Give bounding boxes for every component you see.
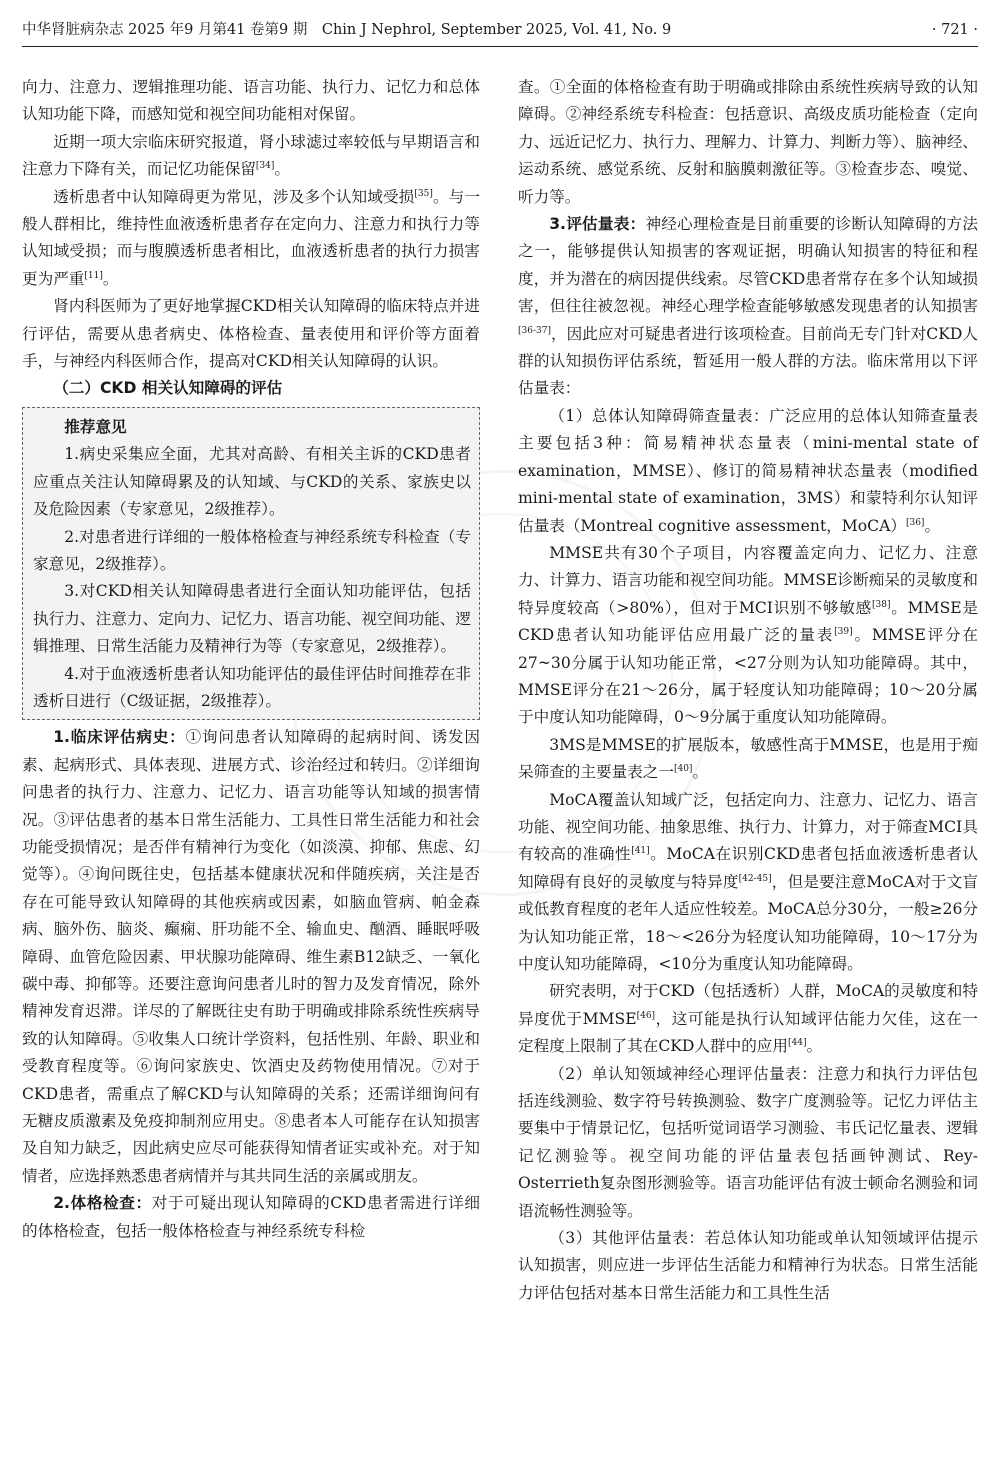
citation[interactable]: [34] [255, 161, 275, 172]
citation[interactable]: [35] [414, 188, 433, 199]
paragraph: 查。①全面的体格检查有助于明确或排除由系统性疾病导致的认知障碍。②神经系统专科检查：包括意识、高级皮质功能检查（定向力、远近记忆力、执行力、理解力、计算力、判断力等）、脑神经、运动系统、感觉系统、反射和脑膜刺激征等。③检查步态、嗅觉、听力等。 [518, 78, 979, 206]
citation[interactable]: [36] [905, 517, 925, 528]
citation[interactable]: [11] [84, 270, 103, 281]
paragraph: 2.体格检查：对于可疑出现认知障碍的CKD患者需进行详细的体格检查，包括一般体格检查与神经系统专科检 [22, 1194, 480, 1240]
citation[interactable]: [44] [788, 1038, 807, 1049]
paragraph: （2）单认知领域神经心理评估量表：注意力和执行力评估包括连线测验、数字符号转换测验、数字广度测验等。记忆力评估主要集中于情景记忆，包括听觉词语学习测验、韦氏记忆量表、逻辑记忆测验等。视空间功能的评估量表包括画钟测试、Rey-Osterrieth复杂图形测验等。语言功能评估有波士顿命名测验和词语流畅性测验等。 [518, 1064, 978, 1220]
section-heading: （二）CKD 相关认知障碍的评估 [53, 379, 283, 398]
paragraph: MoCA覆盖认知域广泛，包括定向力、注意力、记忆力、语言功能、视空间功能、抽象思维、执行力、计算力，对于筛查MCI具有较高的准确性[41]。MoCA在识别CKD患者包括血液透析患者认知障碍有良好的灵敏度与特异度[42-45]，但是要注意MoCA对于文盲或低教育程度的老年人适应性较差。MoCA总分30分，一般≥26分为认知功能正常，18～<26分为轻度认知功能障碍，10～17分为中度认知功能障碍，<10分为重度认知功能障碍。 [518, 790, 978, 973]
recommendation-item: 1.病史采集应全面，尤其对高龄、有相关主诉的CKD患者应重点关注认知障碍累及的认知域、与CKD的关系、家族史以及危险因素（专家意见，2级推荐）。 [33, 445, 471, 519]
running-header [22, 18, 978, 47]
paragraph: 3MS是MMSE的扩展版本，敏感性高于MMSE，也是用于痴呆筛查的主要量表之一[40]。 [518, 735, 978, 782]
recommendation-item: 4.对于血液透析患者认知功能评估的最佳评估时间推荐在非透析日进行（C级证据，2级推荐）。 [33, 664, 471, 710]
page-number: · 721 · [931, 22, 978, 38]
citation[interactable]: [39] [834, 626, 853, 637]
citation[interactable]: [41] [631, 846, 650, 857]
citation[interactable]: [42-45] [738, 873, 772, 884]
right-column [518, 74, 978, 1307]
recommendation-item: 3.对CKD相关认知障碍患者进行全面认知功能评估，包括执行力、注意力、定向力、记忆力、语言功能、视空间功能、逻辑推理、日常生活能力及精神行为等（专家意见，2级推荐）。 [33, 582, 471, 656]
citation[interactable]: [36-37] [518, 325, 551, 336]
paragraph: 3.评估量表：神经心理检查是目前重要的诊断认知障碍的方法之一，能够提供认知损害的客观证据，明确认知损害的特征和程度，并为潜在的病因提供线索。尽管CKD患者常存在多个认知域损害，但往往被忽视。神经心理学检查能够敏感发现患者的认知损害[36-37]，因此应对可疑患者进行该项检查。目前尚无专门针对CKD人群的认知损伤评估系统，暂延用一般人群的方法。临床常用以下评估量表： [518, 215, 978, 398]
paragraph: 研究表明，对于CKD（包括透析）人群，MoCA的灵敏度和特异度优于MMSE[46]，这可能是执行认知域评估能力欠佳，这在一定程度上限制了其在CKD人群中的应用[44]。 [518, 982, 978, 1056]
recommendation-title: 推荐意见 [64, 417, 127, 436]
citation[interactable]: [38] [871, 599, 891, 610]
paragraph: （1）总体认知障碍筛查量表：广泛应用的总体认知筛查量表主要包括3种：简易精神状态量表（mini-mental state of examination，MMSE）、修订的简易精神状态量表（modified mini-mental state of examination，3MS）和蒙特利尔认知评估量表（Montreal cognitive assessment，MoCA）[36]。 [518, 406, 978, 535]
left-column [22, 74, 480, 1245]
subsection-label: 3.评估量表： [549, 215, 646, 234]
paragraph: MMSE共有30个子项目，内容覆盖定向力、记忆力、注意力、计算力、语言功能和视空间功能。MMSE诊断痴呆的灵敏度和特异度较高（>80%），但对于MCI识别不够敏感[38]。MMSE是CKD患者认知功能评估应用最广泛的量表[39]。MMSE评分在27~30分属于认知功能正常，<27分则为认知功能障碍。其中，MMSE评分在21～26分，属于轻度认知功能障碍；10～20分属于中度认知功能障碍，0～9分属于重度认知功能障碍。 [518, 543, 979, 727]
citation[interactable]: [40] [673, 763, 693, 774]
paragraph: （3）其他评估量表：若总体认知功能或单认知领域评估提示认知损害，则应进一步评估生活能力和精神行为状态。日常生活能力评估包括对基本日常生活能力和工具性生活 [518, 1229, 978, 1302]
recommendation-item: 2.对患者进行详细的一般体格检查与神经系统专科检查（专家意见，2级推荐）。 [33, 527, 471, 573]
paragraph: 肾内科医师为了更好地掌握CKD相关认知障碍的临床特点并进行评估，需要从患者病史、体格检查、量表使用和评价等方面着手，与神经内科医师合作，提高对CKD相关认知障碍的认识。 [22, 297, 480, 371]
paragraph: 透析患者中认知障碍更为常见，涉及多个认知域受损[35]。与一般人群相比，维持性血液透析患者存在定向力、注意力和执行力等认知域受损；而与腹膜透析患者相比，血液透析患者的执行力损害更为严重[11]。 [22, 187, 480, 288]
subsection-label: 2.体格检查： [53, 1194, 152, 1213]
paragraph: 向力、注意力、逻辑推理功能、语言功能、执行力、记忆力和总体认知功能下降，而感知觉和视空间功能相对保留。 [22, 78, 480, 124]
recommendation-box [22, 407, 480, 720]
journal-citation: 中华肾脏病杂志 2025 年9 月第41 卷第9 期 Chin J Nephrol, September 2025, Vol. 41, No. 9 [22, 22, 672, 38]
citation[interactable]: [46] [636, 1010, 656, 1021]
paragraph: 1.临床评估病史：①询问患者认知障碍的起病时间、诱发因素、起病形式、具体表现、进展方式、诊治经过和转归。②详细询问患者的执行力、注意力、记忆力、语言功能等认知域的损害情况。③评估患者的基本日常生活能力、工具性日常生活能力和社会功能受损情况；是否伴有精神行为变化（如淡漠、抑郁、焦虑、幻觉等）。④询问既往史，包括基本健康状况和伴随疾病，关注是否存在可能导致认知障碍的其他疾病或因素，如脑血管病、帕金森病、脑外伤、脑炎、癫痫、肝功能不全、输血史、酗酒、睡眠呼吸障碍、血管危险因素、甲状腺功能障碍、维生素B12缺乏、一氧化碳中毒、抑郁等。还要注意询问患者儿时的智力及发育情况，除外精神发育迟滞。详尽的了解既往史有助于明确或排除系统性疾病导致的认知障碍。⑤收集人口统计学资料，包括性别、年龄、职业和受教育程度等。⑥询问家族史、饮酒史及药物使用情况。⑦对于CKD患者，需重点了解CKD与认知障碍的关系；还需详细询问有无糖皮质激素及免疫抑制剂应用史。⑧患者本人可能存在认知损害及自知力缺乏，因此病史应尽可能获得知情者证实或补充。对于知情者，应选择熟悉患者病情并与其共同生活的亲属或朋友。 [22, 728, 480, 1185]
subsection-label: 1.临床评估病史： [53, 728, 186, 747]
paragraph: 近期一项大宗临床研究报道，肾小球滤过率较低与早期语言和注意力下降有关，而记忆功能保留[34]。 [22, 132, 480, 179]
